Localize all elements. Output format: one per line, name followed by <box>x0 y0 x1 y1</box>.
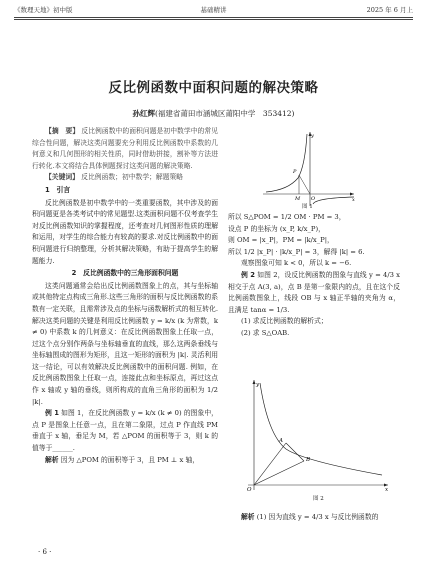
label-b: B <box>306 457 311 463</box>
example-2-solution-text <box>228 512 400 524</box>
example-1-text: 如图 1，在反比例函数 y = k/x (k ≠ 0) 的图象中，点 P 是图象上任意一点，且在第二象限，过点 P 作直线 PM 垂直于 x 轴，垂足为 M，若 △POM 的面积等于 3，则 k 的值等于______. <box>32 409 218 453</box>
column-name: 基础精讲 <box>200 6 227 14</box>
section-1-text: 反比例函数是初中数学中的一类重要函数，其中涉及的面积问题更是各类考试中的常见题型.这类面积问题不仅考查学生对反比例函数知识的掌握程度，还考查对几何图形性质的理解和运用，对学生的综合能力有较高的要求.对反比例函数中的面积问题进行归纳整理，分析其解决策略，有助于提高学生的解题能力. <box>32 198 218 265</box>
figure-1 <box>258 128 358 208</box>
label-a: A <box>279 438 283 444</box>
hyperbola-branch-4 <box>313 197 354 204</box>
author-affiliation: (福建省莆田市涵城区莆阳中学 353412) <box>155 109 295 118</box>
running-header <box>14 5 413 17</box>
eq-line-5: 观察图象可知 k < 0，所以 k = −6. <box>241 259 352 268</box>
x-axis-arrow <box>350 193 354 196</box>
author-name: 孙红辉 <box>132 109 155 118</box>
segment-po <box>299 175 310 194</box>
label-y: y <box>311 133 314 139</box>
figure-2-caption: 图 2 <box>313 496 324 502</box>
segment-oa <box>254 443 286 485</box>
label-m: M <box>295 196 301 202</box>
example-1-label: 例 1 <box>45 409 59 418</box>
example-2-text: 如图 2，设反比例函数的图象与直线 y = 4/3 x 相交于点 A(3, a)，点 B 是第一象限内的点，且在这个反比例函数图象上，线段 OB 与 x 轴正半轴的夹角为 α，且满足 tanα = 1/3. <box>228 270 400 314</box>
example-1 <box>32 408 218 454</box>
section-2-text: 这类问题通常会给出反比例函数图象上的点，其与坐标轴或其他特定点构成三角形.这些三角形的面积与反比例函数的系数有一定关联，且需常涉及点的坐标与函数解析式的相互转化.解决这类问题的关键是利用反比例函数 y = k/x (k 为常数，k ≠ 0) 中系数 k 的几何意义：在反比例函数图象上任取一点，过这个点分别作两条与坐标轴垂直的直线，那么这两条垂线与坐标轴围成的图形为矩形，且这一矩形的面积为 |k|. 灵活利用这一结论，可以有效解决反比例函数中的面积问题. 例如，在反比例函数图象上任取一点，连接此点和坐标原点，再过这点作 x 轴或 y 轴的垂线，则所构成的直角三角形的面积为 1/2 |k|. <box>32 281 218 406</box>
left-column <box>32 126 218 466</box>
page-number: · 6 · <box>38 548 52 556</box>
question-2: (2) 求 S△OAB. <box>241 328 290 337</box>
section-1-heading: 1 引言 <box>45 185 71 194</box>
abstract-text: 反比例函数中的面积问题是初中数学中的常见综合性问题，解决这类问题要充分利用反比例函数中系数的几何意义和几何图形的相关性质，同时借助拼接，割补等方法进行转化.本文将结合具体例题探讨这类问题的解决策略. <box>32 127 219 170</box>
example-2-solution <box>228 512 400 524</box>
example-2-label: 例 2 <box>241 270 256 279</box>
article-title: 反比例函数中面积问题的解决策略 <box>108 80 319 96</box>
label-o: O <box>311 196 316 202</box>
figure-1-caption: 图 1 <box>302 204 313 210</box>
issue-date: 2025 年 6 月上 <box>366 6 413 14</box>
label-y: y <box>256 382 260 388</box>
keywords-label: 【关键词】 <box>45 173 79 182</box>
eq-line-2: 设点 P 的坐标为 (x_P, k/x_P)， <box>228 224 325 233</box>
eq-line-3: 则 OM = |x_P|，PM = |k/x_P|， <box>228 236 334 245</box>
figure-2 <box>242 377 392 492</box>
eq-line-1: 所以 S△POM = 1/2 OM · PM = 3， <box>228 213 346 221</box>
question-1: (1) 求反比例函数的解析式； <box>241 317 328 326</box>
label-x: x <box>352 197 355 203</box>
abstract <box>32 126 218 172</box>
example-2 <box>228 270 400 316</box>
header-rule-thin <box>14 19 413 20</box>
keywords-text: 反比例函数；初中数学；解题策略 <box>81 173 184 182</box>
segment-ab <box>286 443 304 461</box>
journal-name: 《数理天地》初中版 <box>14 6 73 14</box>
example-1-solution <box>32 455 218 467</box>
label-x: x <box>385 487 389 492</box>
right-column <box>228 212 400 340</box>
abstract-label: 【摘 要】 <box>45 127 80 135</box>
segment-ob <box>254 461 304 485</box>
solution-text: (1) 因为直线 y = 4/3 x 与反比例函数的 <box>256 513 379 521</box>
label-p: P <box>293 169 297 175</box>
author-line <box>0 108 427 119</box>
hyperbola-curve <box>260 383 382 475</box>
header-rule <box>14 17 413 18</box>
keywords <box>32 172 218 184</box>
label-o: O <box>247 487 252 492</box>
solution-text: 因为 △POM 的面积等于 3，且 PM ⊥ x 轴， <box>60 455 200 464</box>
eq-line-4: 所以 1/2 |x_P| · |k/x_P| = 3，解得 |k| = 6. <box>228 247 365 256</box>
hyperbola-branch-2 <box>266 134 307 192</box>
solution-label: 解析 <box>241 513 255 521</box>
solution-label: 解析 <box>45 455 59 464</box>
section-2-heading: 2 反比例函数中的三角形面积问题 <box>71 269 179 278</box>
